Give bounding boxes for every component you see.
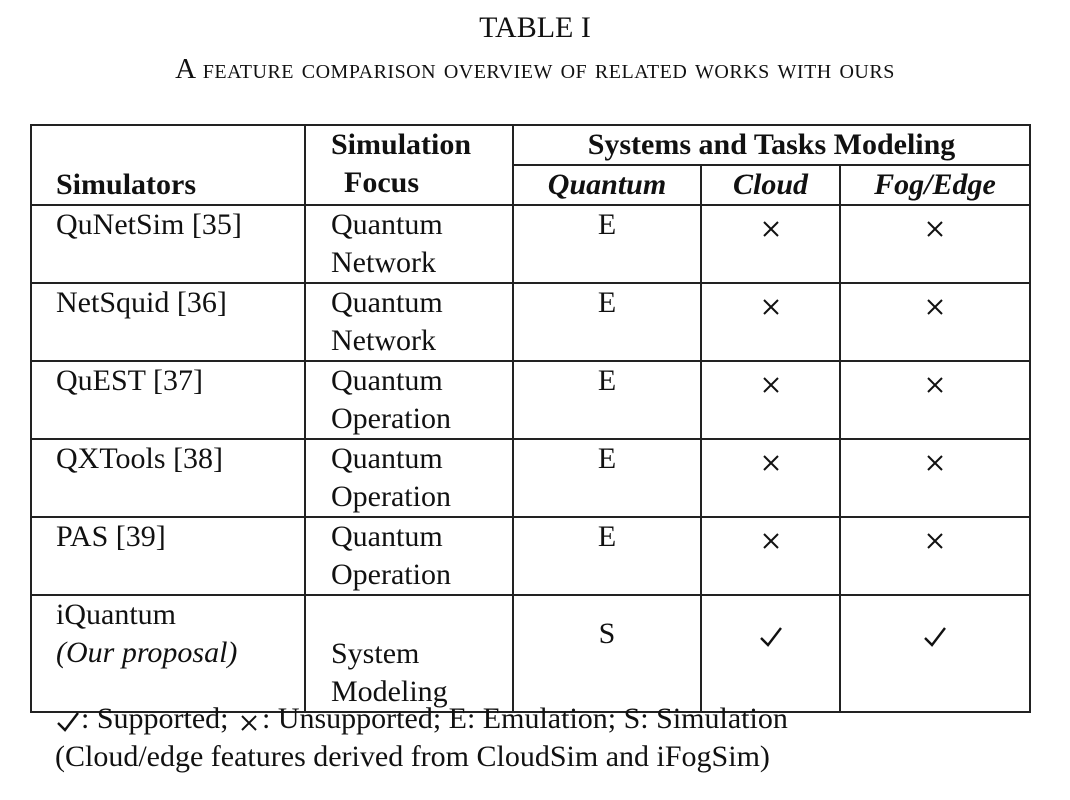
simulator-name: QXTools [38] (56, 442, 224, 475)
simulator-cell (31, 595, 305, 712)
fog-edge-cell (840, 361, 1030, 439)
cross-mark-icon (922, 215, 948, 241)
focus-line-2: Modeling (331, 675, 448, 708)
cross-mark-icon (758, 371, 784, 397)
fog-edge-cell (840, 595, 1030, 712)
cloud-cell (701, 283, 840, 361)
cross-mark-icon (922, 527, 948, 553)
simulator-name: QuEST [37] (56, 364, 203, 397)
focus-cell (305, 595, 513, 712)
cloud-cell (701, 361, 840, 439)
header-group-label: Systems and Tasks Modeling (587, 128, 956, 161)
focus-line-1: Quantum (331, 208, 443, 241)
simulator-name: NetSquid [36] (56, 286, 227, 319)
focus-line-1: System (331, 637, 420, 670)
header-simulation-focus (305, 125, 513, 205)
header-simulators-label: Simulators (56, 168, 197, 201)
fog-edge-cell (840, 517, 1030, 595)
fog-edge-cell (840, 205, 1030, 283)
focus-line-1: Quantum (331, 520, 443, 553)
quantum-cell: S (513, 595, 701, 712)
notes-line2: (Cloud/edge features derived from CloudSim and iFogSim) (55, 740, 770, 773)
simulator-cell (31, 439, 305, 517)
simulator-cell (31, 517, 305, 595)
header-systems-tasks-modeling (513, 125, 1030, 165)
cloud-cell (701, 205, 840, 283)
focus-line-1: Quantum (331, 286, 443, 319)
focus-line-2: Operation (331, 558, 451, 591)
cross-mark-icon (922, 371, 948, 397)
table-number: TABLE I (479, 11, 591, 44)
notes-line1 (55, 700, 788, 738)
header-fog-edge: Fog/Edge (840, 165, 1030, 205)
simulator-cell (31, 205, 305, 283)
header-focus-line1: Simulation (331, 128, 472, 161)
cloud-cell (701, 595, 840, 712)
table-row (31, 517, 1030, 595)
table-row (31, 439, 1030, 517)
fog-edge-cell (840, 439, 1030, 517)
notes-supported-label: : Supported; (81, 702, 236, 735)
table-row (31, 283, 1030, 361)
focus-line-2: Operation (331, 402, 451, 435)
check-mark-icon (758, 624, 784, 650)
check-mark-icon (922, 624, 948, 650)
simulator-cell (31, 283, 305, 361)
cloud-cell (701, 439, 840, 517)
focus-cell (305, 439, 513, 517)
notes-unsupported-label: : Unsupported; E: Emulation; S: Simulation (262, 702, 788, 735)
table-row (31, 595, 1030, 712)
focus-line-2: Network (331, 246, 436, 279)
header-simulators (31, 125, 305, 205)
cross-mark-icon (758, 527, 784, 553)
table-row (31, 361, 1030, 439)
quantum-cell: E (513, 361, 701, 439)
cross-mark-icon (758, 449, 784, 475)
header-quantum: Quantum (513, 165, 701, 205)
focus-line-2: Operation (331, 480, 451, 513)
focus-cell (305, 205, 513, 283)
focus-cell (305, 283, 513, 361)
comparison-table (30, 124, 1031, 713)
quantum-cell: E (513, 517, 701, 595)
table-notes (55, 700, 788, 776)
simulator-name: QuNetSim [35] (56, 208, 242, 241)
cross-mark-icon (236, 709, 262, 735)
quantum-cell: E (513, 283, 701, 361)
table-caption: A feature comparison overview of related works with ours (175, 53, 895, 85)
focus-line-1: Quantum (331, 364, 443, 397)
header-row-top (31, 125, 1030, 165)
cross-mark-icon (758, 293, 784, 319)
simulator-name: PAS [39] (56, 520, 166, 553)
header-focus-line2: Focus (344, 166, 419, 199)
cloud-cell (701, 517, 840, 595)
simulator-cell (31, 361, 305, 439)
simulator-name: iQuantum (56, 598, 176, 631)
cross-mark-icon (922, 449, 948, 475)
focus-cell (305, 361, 513, 439)
cross-mark-icon (758, 215, 784, 241)
simulator-note: (Our proposal) (56, 636, 238, 669)
quantum-cell: E (513, 439, 701, 517)
fog-edge-cell (840, 283, 1030, 361)
check-mark-icon (55, 709, 81, 735)
focus-line-1: Quantum (331, 442, 443, 475)
table-row (31, 205, 1030, 283)
quantum-cell: E (513, 205, 701, 283)
focus-cell (305, 517, 513, 595)
focus-line-2: Network (331, 324, 436, 357)
cross-mark-icon (922, 293, 948, 319)
header-cloud: Cloud (701, 165, 840, 205)
